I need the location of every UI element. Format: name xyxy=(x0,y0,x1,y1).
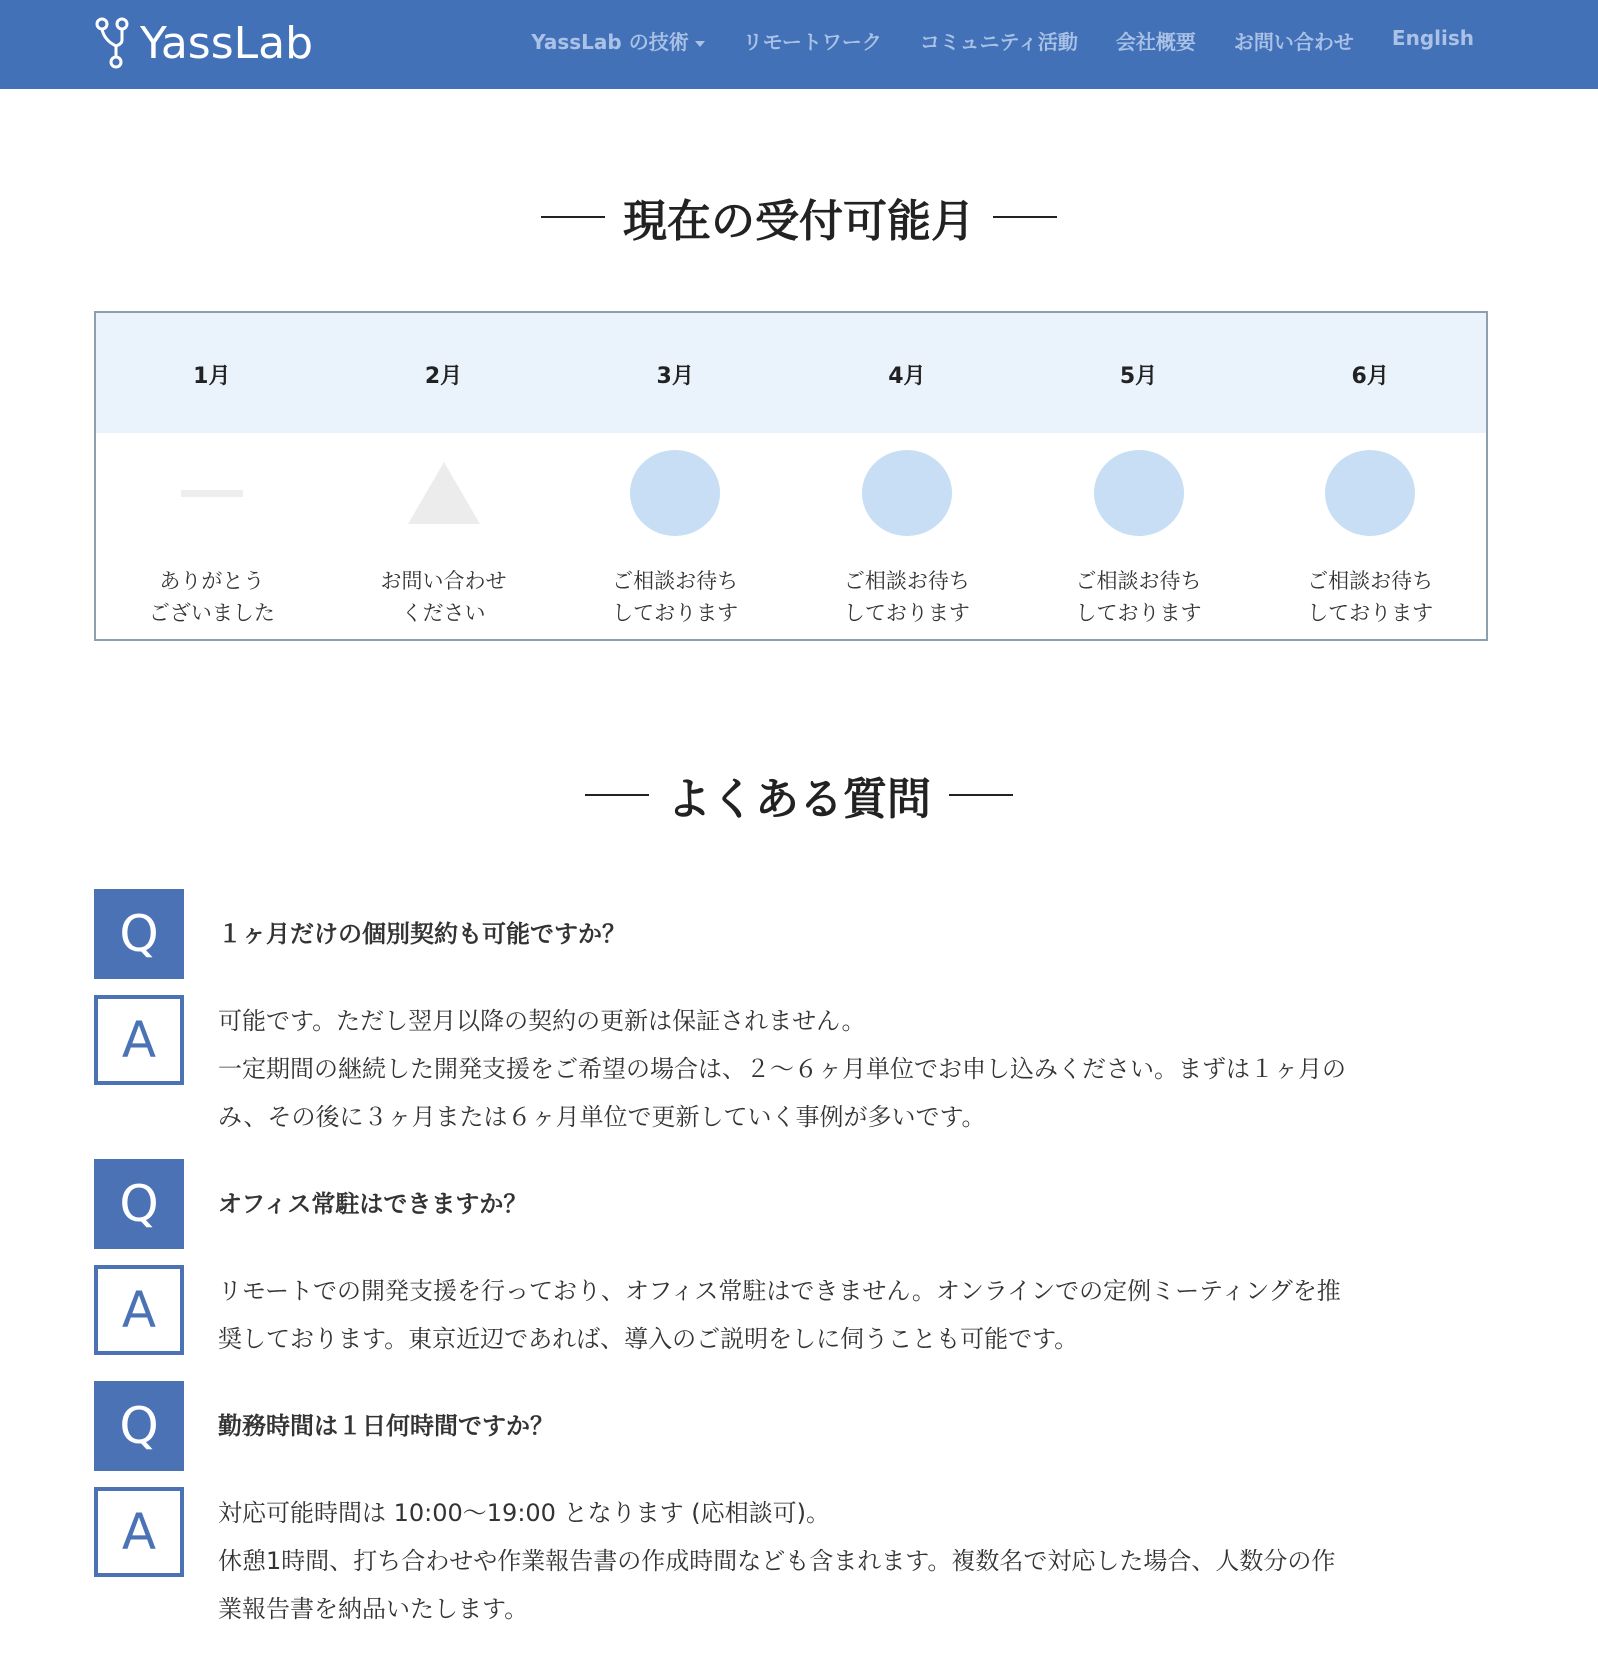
status-text xyxy=(381,565,507,629)
month-label: 2月 xyxy=(424,364,463,389)
status-line: ありがとう xyxy=(159,569,265,593)
month-label: 3月 xyxy=(656,364,694,389)
circle-icon xyxy=(630,450,720,536)
title-rule-left xyxy=(585,794,649,796)
faq-title-text: よくある質問 xyxy=(667,774,931,825)
month-status-mar xyxy=(559,433,791,639)
calendar-header xyxy=(96,313,1486,433)
symbol-wrap xyxy=(630,443,720,543)
nav-link-tech[interactable] xyxy=(531,26,704,55)
answer-line: 可能です。ただし翌月以降の契約の更新は保証されません。 xyxy=(218,1007,866,1035)
question-badge: Q xyxy=(94,1159,184,1249)
month-status-feb xyxy=(328,433,560,639)
answer-line: 対応可能時間は 10:00〜19:00 となります (応相談可)。 xyxy=(218,1499,830,1527)
nav-link-contact[interactable]: お問い合わせ xyxy=(1233,30,1354,54)
symbol-wrap xyxy=(862,443,952,543)
faq-list xyxy=(94,889,1494,1633)
month-label: 6月 xyxy=(1351,364,1389,389)
answer-line: 奨しております。東京近辺であれば、導入のご説明をしに伺うことも可能です。 xyxy=(218,1325,1079,1353)
title-rule-right xyxy=(949,794,1013,796)
caret-down-icon xyxy=(695,41,705,47)
answer-badge: A xyxy=(94,1487,184,1577)
nav-link-remote-work[interactable]: リモートワーク xyxy=(742,30,882,54)
symbol-wrap xyxy=(408,443,480,543)
status-line: ください xyxy=(401,601,486,625)
nav-menu xyxy=(531,26,1474,55)
answer-text xyxy=(218,1267,1341,1363)
brand-name: YassLab xyxy=(140,17,314,69)
status-line: しております xyxy=(1307,601,1434,625)
status-text xyxy=(1307,565,1433,629)
circle-icon xyxy=(1325,450,1415,536)
status-text xyxy=(612,565,738,629)
calendar-body xyxy=(96,433,1486,639)
answer-line: 一定期間の継続した開発支援をご希望の場合は、２〜６ヶ月単位でお申し込みください。まずは１ヶ月の xyxy=(218,1055,1346,1083)
availability-title xyxy=(0,187,1598,247)
answer-badge: A xyxy=(94,1265,184,1355)
status-line: ご相談お待ち xyxy=(612,569,739,593)
answer-line: 休憩1時間、打ち合わせや作業報告書の作成時間なども含まれます。複数名で対応した場合、人数分の作 xyxy=(218,1547,1336,1575)
status-line: しております xyxy=(1075,601,1202,625)
month-status-apr xyxy=(791,433,1023,639)
month-status-may xyxy=(1023,433,1255,639)
answer-line: リモートでの開発支援を行っており、オフィス常駐はできません。オンラインでの定例ミーティングを推 xyxy=(218,1277,1341,1305)
answer-text xyxy=(218,997,1346,1141)
status-text xyxy=(1076,565,1202,629)
month-label: 5月 xyxy=(1119,364,1158,389)
month-status-jun xyxy=(1254,433,1486,639)
faq-question xyxy=(94,1381,1494,1471)
symbol-wrap xyxy=(181,443,243,543)
nav-link-community[interactable]: コミュニティ活動 xyxy=(919,30,1078,54)
status-line: しております xyxy=(843,601,970,625)
faq-answer xyxy=(94,1265,1494,1363)
question-text: １ヶ月だけの個別契約も可能ですか？ xyxy=(218,920,626,948)
question-text: オフィス常駐はできますか？ xyxy=(218,1190,528,1218)
month-label: 1月 xyxy=(193,364,231,389)
question-text: 勤務時間は１日何時間ですか？ xyxy=(218,1412,554,1440)
answer-badge: A xyxy=(94,995,184,1085)
circle-icon xyxy=(862,450,952,536)
title-rule-right xyxy=(993,216,1057,218)
status-line: しております xyxy=(612,601,739,625)
answer-line: 業報告書を納品いたします。 xyxy=(218,1595,529,1623)
nav-link-english[interactable]: English xyxy=(1391,26,1474,50)
status-text xyxy=(844,565,970,629)
status-line: ご相談お待ち xyxy=(1075,569,1202,593)
status-text xyxy=(149,565,275,629)
status-line: お問い合わせ xyxy=(380,569,507,593)
branch-logo-icon xyxy=(94,16,132,70)
nav-link-company[interactable]: 会社概要 xyxy=(1115,30,1196,54)
question-badge: Q xyxy=(94,1381,184,1471)
month-label: 4月 xyxy=(888,364,926,389)
availability-title-text: 現在の受付可能月 xyxy=(623,196,975,247)
brand-logo[interactable] xyxy=(94,10,313,76)
month-status-jan xyxy=(96,433,328,639)
faq-answer xyxy=(94,995,1494,1141)
triangle-icon xyxy=(408,462,480,524)
answer-text xyxy=(218,1489,1335,1633)
symbol-wrap xyxy=(1325,443,1415,543)
faq-answer xyxy=(94,1487,1494,1633)
navbar xyxy=(0,0,1598,89)
nav-link-label: YassLab の技術 xyxy=(531,30,689,54)
dash-icon xyxy=(181,490,243,497)
availability-calendar xyxy=(94,311,1488,641)
symbol-wrap xyxy=(1094,443,1184,543)
status-line: ご相談お待ち xyxy=(843,569,970,593)
answer-line: み、その後に３ヶ月または６ヶ月単位で更新していく事例が多いです。 xyxy=(218,1103,986,1131)
faq-question xyxy=(94,1159,1494,1249)
status-line: ご相談お待ち xyxy=(1307,569,1434,593)
faq-title xyxy=(0,765,1598,825)
faq-question xyxy=(94,889,1494,979)
question-badge: Q xyxy=(94,889,184,979)
title-rule-left xyxy=(541,216,605,218)
status-line: ございました xyxy=(148,601,275,625)
circle-icon xyxy=(1094,450,1184,536)
